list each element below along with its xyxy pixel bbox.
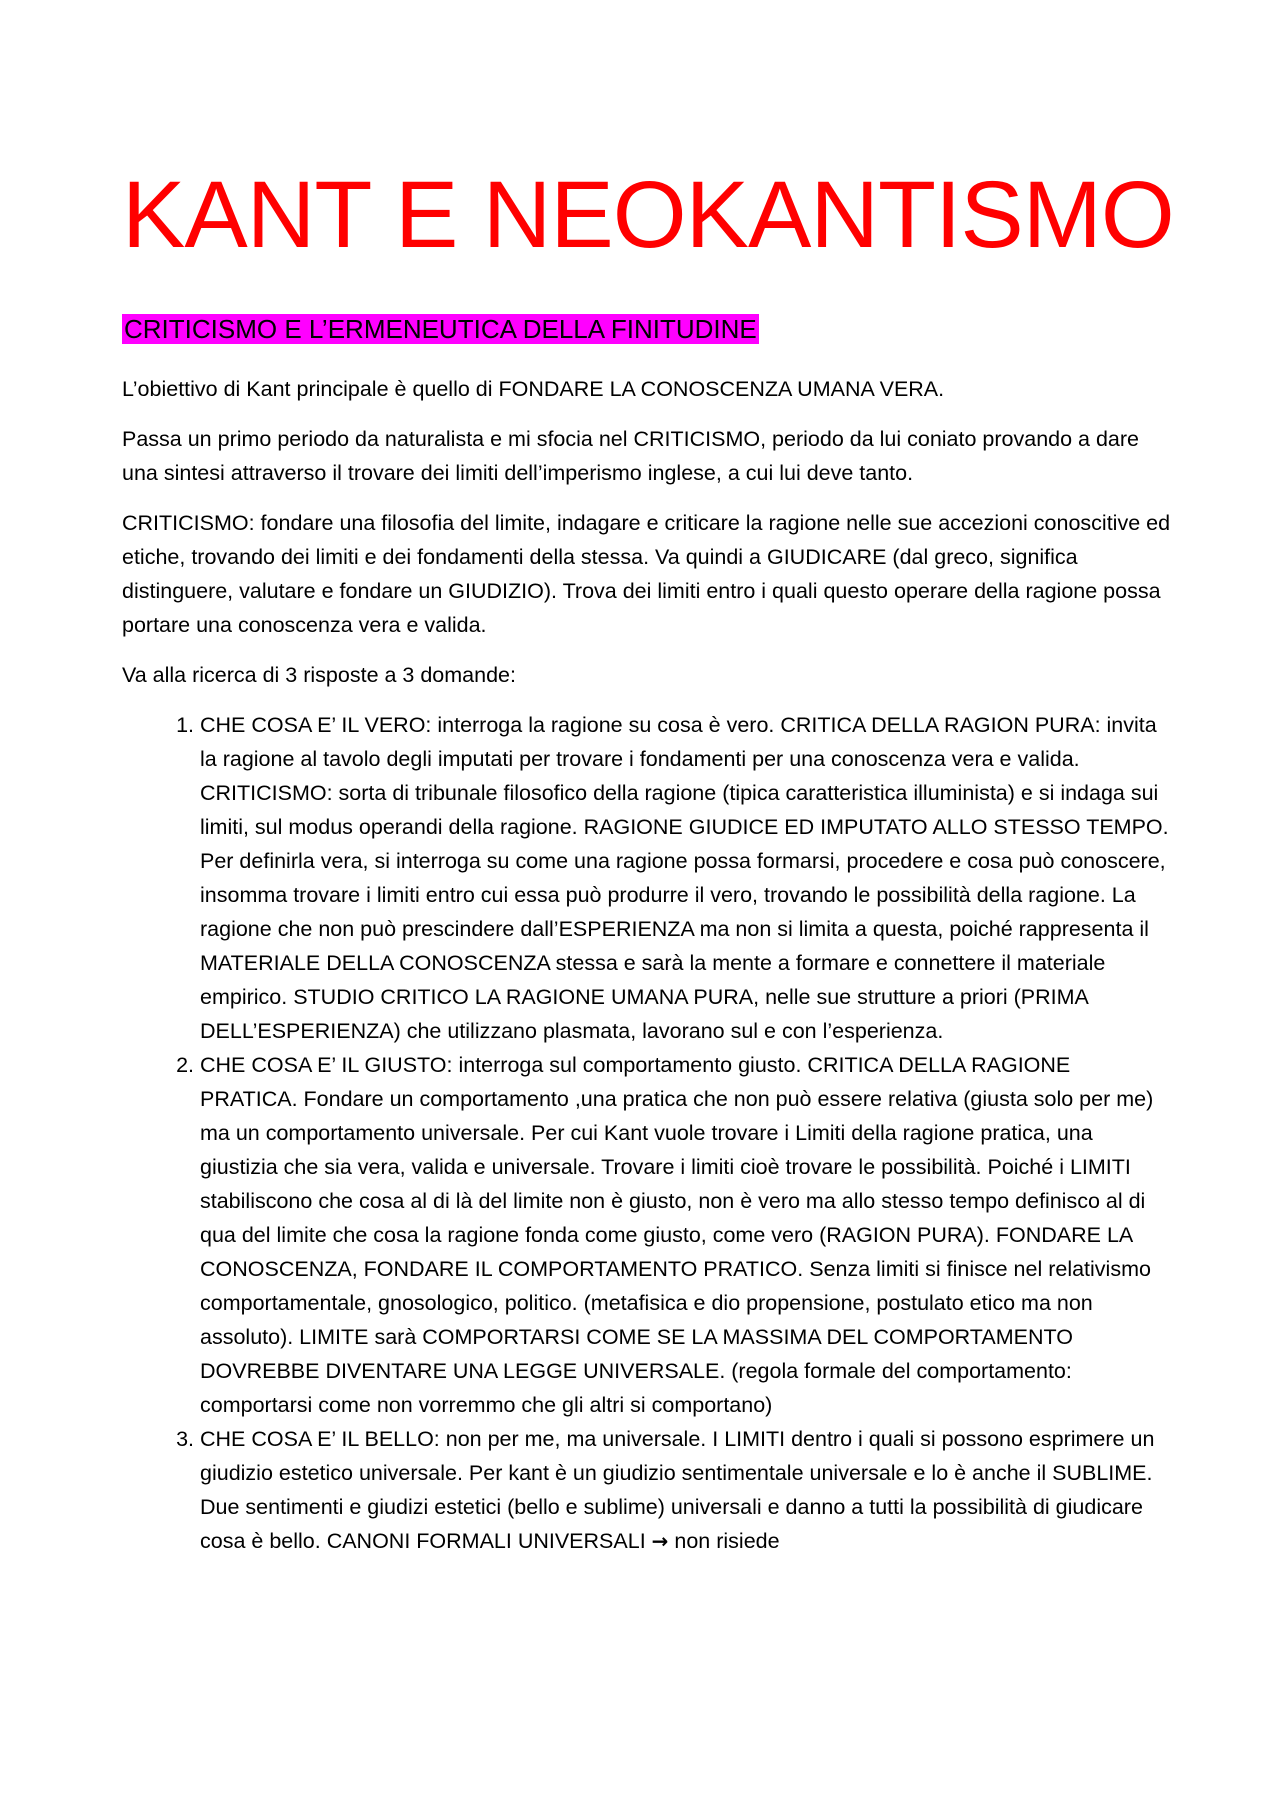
- list-item-bello-tail: non risiede: [668, 1529, 780, 1553]
- paragraph-criticismo-origin: Passa un primo periodo da naturalista e mi sfocia nel CRITICISMO, periodo da lui coniato provando a dare una sintesi attraverso il trovare dei limiti dell’imperismo inglese, a cui lui deve tanto.: [122, 427, 1140, 485]
- arrow-right-icon: →: [651, 1529, 669, 1553]
- list-item-vero: 1. CHE COSA E’ IL VERO: interroga la ragione su cosa è vero. CRITICA DELLA RAGION PURA: invita la ragione al tavolo degli imputati per trovare i fondamenti per una conoscenza vera e valida. CRITICISMO: sorta di tribunale filosofico della ragione (tipica caratteristica illuminista) e si indaga sui limiti, sul modus operandi della ragione. RAGIONE GIUDICE ED IMPUTATO ALLO STESSO TEMPO. Per definirla vera, si interroga su come una ragione possa formarsi, procedere e cosa può conoscere, insomma trovare i limiti entro cui essa può produrre il vero, trovando le possibilità della ragione. La ragione che non può prescindere dall’ESPERIENZA ma non si limita a questa, poiché rappresenta il MATERIALE DELLA CONOSCENZA stessa e sarà la mente a formare e connettere il materiale empirico. STUDIO CRITICO LA RAGIONE UMANA PURA, nelle sue strutture a priori (PRIMA DELL’ESPERIENZA) che utilizzano plasmata, lavorano sul e con l’esperienza.: [200, 708, 1172, 1048]
- paragraph-intro: L’obiettivo di Kant principale è quello di FONDARE LA CONOSCENZA UMANA VERA.: [122, 377, 945, 401]
- section-heading: [122, 311, 759, 347]
- document-body: [122, 372, 1172, 1558]
- questions-list: [122, 708, 1172, 1558]
- section-heading-highlight: CRITICISMO E L’ERMENEUTICA DELLA FINITUDINE: [124, 314, 757, 344]
- list-item-bello: [200, 1422, 1172, 1558]
- list-item-bello-text: CHE COSA E’ IL BELLO: non per me, ma universale. I LIMITI dentro i quali si possono esprimere un giudizio estetico universale. Per kant è un giudizio sentimentale universale e lo è anche il SUBLIME. Due sentimenti e giudizi estetici (bello e sublime) universali e danno a tutti la possibilità di giudicare cosa è bello. CANONI FORMALI UNIVERSALI: [200, 1427, 1155, 1553]
- paragraph-criticismo-definition: CRITICISMO: fondare una filosofia del limite, indagare e criticare la ragione nelle sue accezioni conoscitive ed etiche, trovando dei limiti e dei fondamenti della stessa. Va quindi a GIUDICARE (dal greco, significa distinguere, valutare e fondare un GIUDIZIO). Trova dei limiti entro i quali questo operare della ragione possa portare una conoscenza vera e valida.: [122, 511, 1171, 637]
- document-title: KANT E NEOKANTISMO: [122, 162, 1174, 268]
- list-item-giusto: 2. CHE COSA E’ IL GIUSTO: interroga sul comportamento giusto. CRITICA DELLA RAGIONE PRATICA. Fondare un comportamento ,una pratica che non può essere relativa (giusta solo per me) ma un comportamento universale. Per cui Kant vuole trovare i Limiti della ragione pratica, una giustizia che sia vera, valida e universale. Trovare i limiti cioè trovare le possibilità. Poiché i LIMITI stabiliscono che cosa al di là del limite non è giusto, non è vero ma allo stesso tempo definisco al di qua del limite che cosa la ragione fonda come giusto, come vero (RAGION PURA). FONDARE LA CONOSCENZA, FONDARE IL COMPORTAMENTO PRATICO. Senza limiti si finisce nel relativismo comportamentale, gnosologico, politico. (metafisica e dio propensione, postulato etico ma non assoluto). LIMITE sarà COMPORTARSI COME SE LA MASSIMA DEL COMPORTAMENTO DOVREBBE DIVENTARE UNA LEGGE UNIVERSALE. (regola formale del comportamento: comportarsi come non vorremmo che gli altri si comportano): [200, 1048, 1172, 1422]
- paragraph-three-questions: Va alla ricerca di 3 risposte a 3 domande:: [122, 663, 516, 687]
